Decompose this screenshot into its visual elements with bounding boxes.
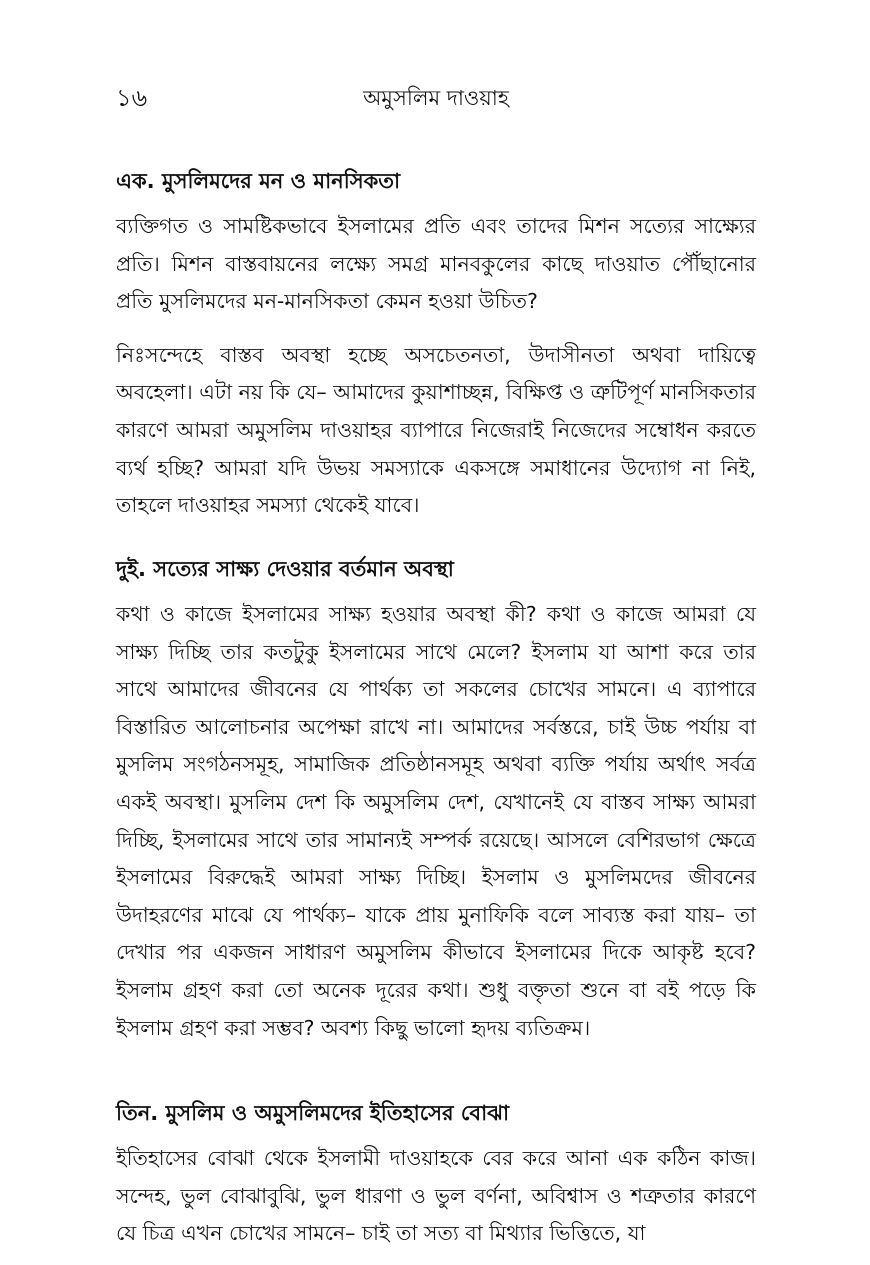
- paragraph: নিঃসন্দেহে বাস্তব অবস্থা হচ্ছে অসচেতনতা, উদাসীনতা অথবা দায়িত্বে অবহেলা। এটা নয় কি যে– আমাদের কুয়াশাচ্ছন্ন, বিক্ষিপ্ত ও ত্রুটিপূর্ণ মানসিকতার কারণে আমরা অমুসলিম দাওয়াহর ব্যাপারে নিজেরাই নিজেদের সম্বোধন করতে ব্যর্থ হচ্ছি? আমরা যদি উভয় সমস্যাকে একসঙ্গে সমাধানের উদ্যোগ না নিই, তাহলে দাওয়াহর সমস্যা থেকেই যাবে।: [116, 342, 756, 518]
- section-three: [116, 1096, 756, 1253]
- section-heading: দুই. সত্যের সাক্ষ্য দেওয়ার বর্তমান অবস্থা: [116, 557, 454, 581]
- book-page: [116, 82, 756, 1246]
- section-two: [116, 552, 756, 1047]
- page-header: [116, 82, 756, 118]
- page-number: ১৬: [116, 84, 148, 112]
- paragraph: কথা ও কাজে ইসলামের সাক্ষ্য হওয়ার অবস্থা কী? কথা ও কাজে আমরা যে সাক্ষ্য দিচ্ছি তার কতটুকু ইসলামের সাথে মেলে? ইসলাম যা আশা করে তার সাথে আমাদের জীবনের যে পার্থক্য তা সকলের চোখের সামনে। এ ব্যাপারে বিস্তারিত আলোচনার অপেক্ষা রাখে না। আমাদের সর্বস্তরে, চাই উচ্চ পর্যায় বা মুসলিম সংগঠনসমূহ, সামাজিক প্রতিষ্ঠানসমূহ অথবা ব্যক্তি পর্যায় অর্থাৎ সর্বত্র একই অবস্থা। মুসলিম দেশ কি অমুসলিম দেশ, যেখানেই যে বাস্তব সাক্ষ্য আমরা দিচ্ছি, ইসলামের সাথে তার সামান্যই সম্পর্ক রয়েছে। আসলে বেশিরভাগ ক্ষেত্রে ইসলামের বিরুদ্ধেই আমরা সাক্ষ্য দিচ্ছি। ইসলাম ও মুসলিমদের জীবনের উদাহরণের মাঝে যে পার্থক্য– যাকে প্রায় মুনাফিকি বলে সাব্যস্ত করা যায়– তা দেখার পর একজন সাধারণ অমুসলিম কীভাবে ইসলামের দিকে আকৃষ্ট হবে? ইসলাম গ্রহণ করা তো অনেক দূরের কথা। শুধু বক্তৃতা শুনে বা বই পড়ে কি ইসলাম গ্রহণ করা সম্ভব? অবশ্য কিছু ভালো হৃদয় ব্যতিক্রম।: [116, 602, 756, 1040]
- running-title: অমুসলিম দাওয়াহ: [363, 86, 509, 110]
- section-one: [116, 164, 756, 525]
- paragraph: ব্যক্তিগত ও সামষ্টিকভাবে ইসলামের প্রতি এবং তাদের মিশন সত্যের সাক্ষ্যের প্রতি। মিশন বাস্তবায়নের লক্ষ্যে সমগ্র মানবকুলের কাছে দাওয়াত পৌঁছানোর প্রতি মুসলিমদের মন-মানসিকতা কেমন হওয়া উচিত?: [116, 214, 756, 314]
- section-heading: তিন. মুসলিম ও অমুসলিমদের ইতিহাসের বোঝা: [116, 1101, 510, 1125]
- section-heading: এক. মুসলিমদের মন ও মানসিকতা: [116, 169, 401, 193]
- paragraph: ইতিহাসের বোঝা থেকে ইসলামী দাওয়াহকে বের করে আনা এক কঠিন কাজ। সন্দেহ, ভুল বোঝাবুঝি, ভুল ধারণা ও ভুল বর্ণনা, অবিশ্বাস ও শত্রুতার কারণে যে চিত্র এখন চোখের সামনে– চাই তা সত্য বা মিথ্যার ভিত্তিতে, যা: [116, 1146, 756, 1246]
